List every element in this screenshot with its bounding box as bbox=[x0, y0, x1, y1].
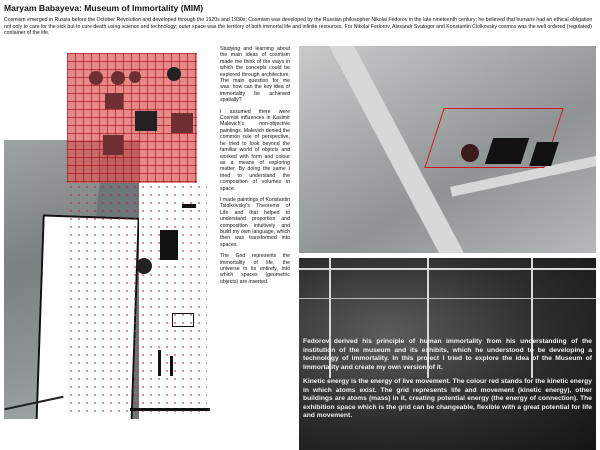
essay-column bbox=[220, 46, 290, 290]
night-text bbox=[303, 338, 592, 427]
intro-paragraph: Cosmism emerged in Russia before the October Revolution and developed through the 1920s and 1930s; Cosmism was developed by the Russian philosopher Nikolai Fedorov in the late nineteenth century; he believed that humans had an ethical obligation not only to care for the sick but to cure death using science and technology; outer space was the territory of both immortal life and infinite resources. For Nikolai Fedorov, Alexandr Svatogor and Konstantin Ciolkovsky cosmos was the well ordered (regulated) container of the life. bbox=[4, 17, 593, 37]
grid-beam bbox=[299, 268, 596, 270]
plan-outline-rect bbox=[172, 313, 194, 327]
night-paragraph: Kinetic energy is the energy of live movement. The colour red stands for the kinetic energy in which atoms exist. The grid represents life and movement (kinetic energy), other buildings are atoms (mass) in it, creating potential energy (the energy of connection). The exhibition space which is the grid can be changeable, flexible with a great potential for life and movement. bbox=[303, 378, 592, 419]
grid-object bbox=[167, 67, 181, 81]
night-render bbox=[299, 258, 596, 450]
essay-paragraph: I made paintings of Konstantin Tsiolkovsky's Theorems of Life and that helped to understand proportion and composition intuitively and build my own language, which then was transformed into spaces. bbox=[220, 196, 290, 248]
grid-object bbox=[105, 93, 123, 109]
night-paragraph: Fedorov derived his principle of human immortality from his understanding of the institution of the museum and its exhibits, which he understood to be developing a technology of immortality. In this project I tried to explore the idea of the Museum of Immortality and create my own version of it. bbox=[303, 338, 592, 371]
red-grid-field bbox=[67, 53, 197, 183]
grid-object bbox=[103, 135, 123, 155]
essay-paragraph: The Grid represents the immortality of life, the universe in its entirety, into which spaces (geometric objects) are inserted. bbox=[220, 253, 290, 285]
essay-paragraph: Studying and learning about the main ideas of cosmism made me think of the ways in which the concepts could be explored through architecture. The main question for me was: how can the key idea of immortality be achieved spatially? bbox=[220, 46, 290, 104]
plan-pillar bbox=[170, 356, 173, 376]
plan-bar bbox=[182, 204, 196, 208]
museum-sphere bbox=[461, 144, 479, 162]
grid-object bbox=[135, 111, 157, 131]
plan-base-line bbox=[130, 408, 210, 411]
grid-object bbox=[111, 71, 125, 85]
grid-beam bbox=[299, 298, 596, 299]
aerial-render bbox=[299, 46, 596, 253]
plan-pillar bbox=[158, 350, 161, 376]
essay-paragraph: I assumed there were Cosmist influences in Kasimir Malevich's non-objective paintings. Malevich denied the common rule of perspective, he tried to look beyond the familiar world of objects and worked with form and colour as a means of exploring matter. By doing the same I tried to understand the composition of volumes in space. bbox=[220, 108, 290, 192]
plan-circle-dark bbox=[136, 258, 152, 274]
page-title: Maryam Babayeva: Museum of Immortality (MIM) bbox=[4, 3, 204, 13]
dot-grid-plan bbox=[67, 183, 207, 415]
grid-object bbox=[129, 71, 141, 83]
grid-object bbox=[171, 113, 193, 133]
grid-object bbox=[89, 71, 103, 85]
plan-solid-block bbox=[160, 230, 178, 260]
